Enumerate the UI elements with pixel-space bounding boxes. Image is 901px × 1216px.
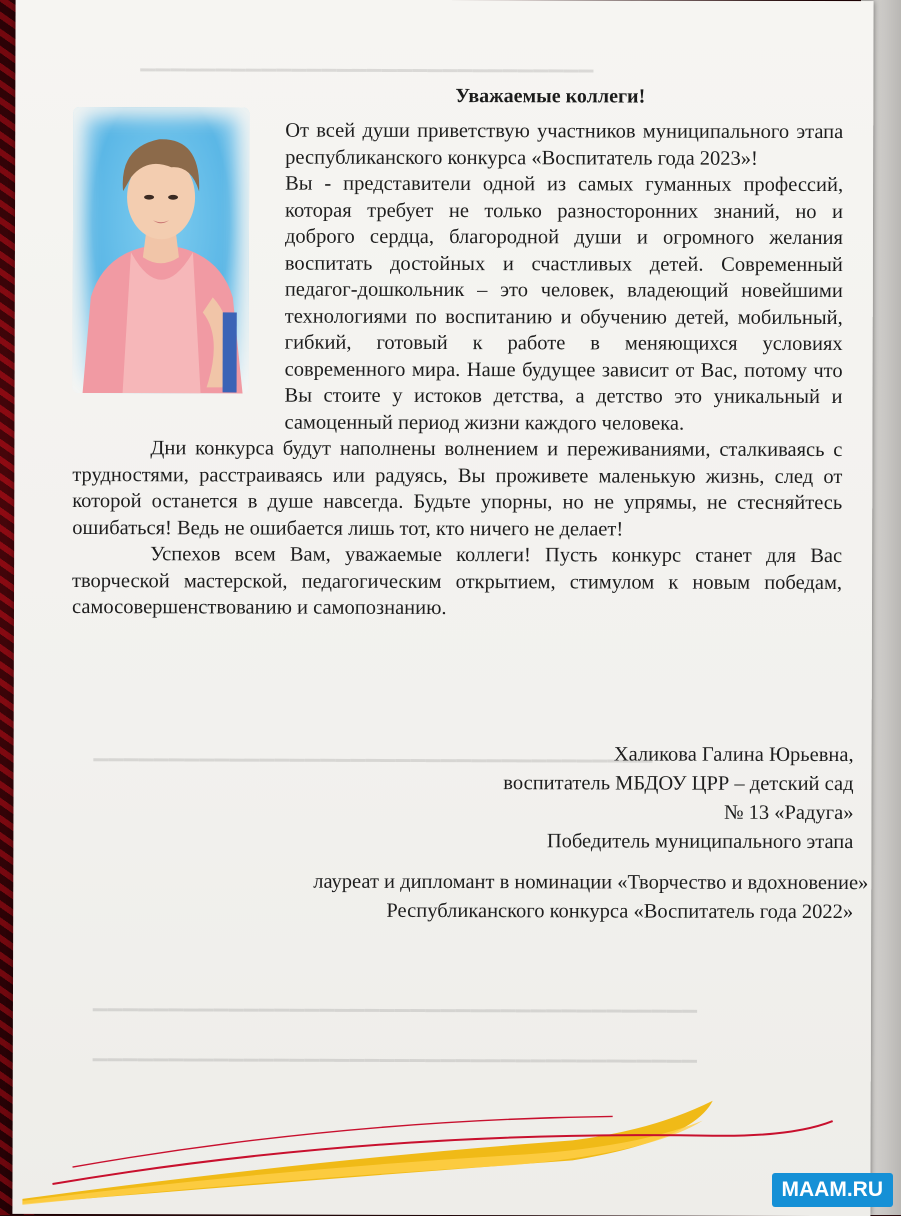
signature-position: воспитатель МБДОУ ЦРР – детский сад bbox=[503, 772, 854, 796]
signature-title-contest: Республиканского конкурса «Воспитатель года 2022» bbox=[386, 899, 854, 924]
signature-organization: № 13 «Радуга» bbox=[723, 801, 854, 825]
signature-title-winner: Победитель муниципального этапа bbox=[546, 830, 854, 854]
bleed-through-text: ▔▔▔▔▔▔▔▔▔▔▔▔▔▔▔▔▔▔▔▔▔▔▔▔▔▔▔▔▔▔▔▔▔▔▔▔▔▔▔▔ bbox=[92, 1060, 698, 1083]
letter-body bbox=[72, 117, 843, 623]
signature-title-laureate: лауреат и дипломант в номинации «Творчество и вдохновение» bbox=[313, 870, 869, 895]
signature-block bbox=[313, 740, 869, 927]
signature-name: Халикова Галина Юрьевна, bbox=[613, 743, 854, 767]
paragraph-intro: От всей души приветствую участников муниципального этапа республиканского конкурса «Воспитатель года 2023»! bbox=[285, 119, 844, 170]
greeting-heading: Уважаемые коллеги! bbox=[455, 85, 646, 108]
photo-spacer bbox=[72, 117, 285, 418]
bleed-through-text: ▔▔▔▔▔▔▔▔▔▔▔▔▔▔▔▔▔▔▔▔▔▔▔▔▔▔▔▔▔▔▔▔▔▔▔▔▔ bbox=[93, 760, 653, 783]
site-watermark: MAAM.RU bbox=[772, 1173, 893, 1207]
decorative-swoosh bbox=[12, 1079, 870, 1216]
paragraph-contest-days: Дни конкурса будут наполнены волнением и переживаниями, сталкиваясь с трудностями, расстраиваясь или радуясь, Вы проживете маленькую жизнь, след от которой останется в душе навсегда. Будьте упорны, но не упрямы, не стесняйтесь ошибаться! Ведь не ошибается лишь тот, кто ничего не делает! bbox=[72, 437, 843, 540]
paragraph-profession: Вы - представители одной из самых гуманных профессий, которая требует не только разносторонних знаний, но и доброго сердца, благородной души и огромного желания воспитать достойных и счастливых детей. Современный педагог-дошкольник – это человек, владеющий новейшими технологиями по воспитанию и обучению детей, мобильный, гибкий, готовый к работе в меняющихся условиях современного мира. Наше будущее зависит от Вас, потому что Вы стоите у истоков детства, а детство это уникальный и самоценный период жизни каждого человека. bbox=[284, 172, 844, 435]
bleed-through-text: ▔▔▔▔▔▔▔▔▔▔▔▔▔▔▔▔▔▔▔▔▔▔▔▔▔▔▔▔▔▔▔▔▔▔▔▔▔▔▔▔ bbox=[92, 1010, 698, 1033]
document-page bbox=[12, 0, 873, 1216]
bleed-through-text: ▔▔▔▔▔▔▔▔▔▔▔▔▔▔▔▔▔▔▔▔▔▔▔▔▔▔▔▔▔▔ bbox=[140, 70, 594, 93]
paragraph-wishes: Успехов всем Вам, уважаемые коллеги! Пусть конкурс станет для Вас творческой мастерской, педагогическим открытием, стимулом к новым победам, самосовершенствованию и самопознанию. bbox=[71, 543, 843, 620]
